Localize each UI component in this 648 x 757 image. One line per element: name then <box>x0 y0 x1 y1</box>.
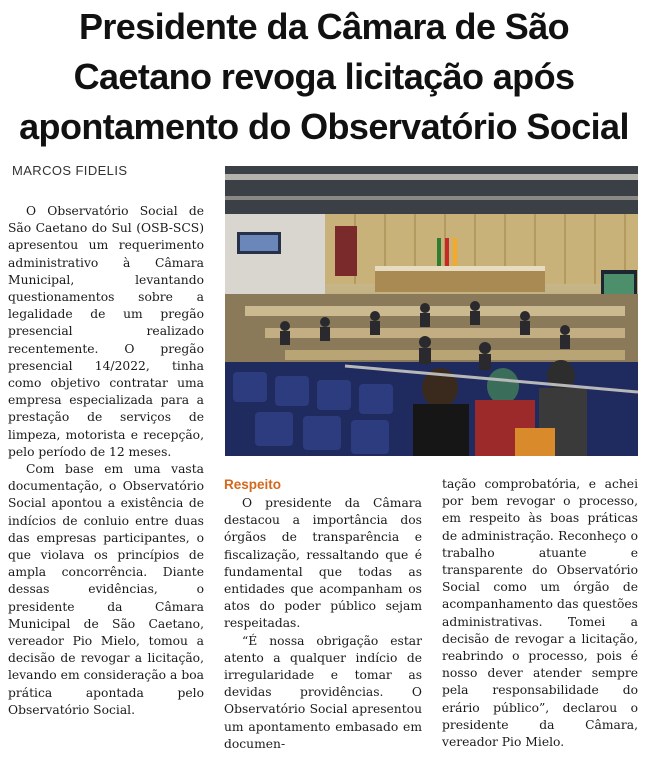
byline: MARCOS FIDELIS <box>12 163 128 178</box>
article-column-3 <box>442 476 638 751</box>
paragraph: tação comprobatória, e achei por bem revogar o processo, em respeito às boas práticas de administração. Reconheço o trabalho atuante e transparente do Observatório Social como um órgão de acompanhamento das questões administrativas. Tomei a decisão de revogar a licitação, reabrindo o processo, pois é nosso dever atender sempre pela responsabilidade do erário público”, declarou o presidente da Câmara, vereador Pio Mielo. <box>442 477 638 750</box>
paragraph: Com base em uma vasta documentação, o Observatório Social apontou a existência de indícios de conluio entre duas das empresas participantes, o que violava os princípios de ampla concorrência. Diante dessas evidências, o presidente da Câmara Municipal de São Caetano, vereador Pio Mielo, tomou a decisão de revogar a licitação, levando em consideração a boa prática apontada pelo Observatório Social. <box>8 462 204 717</box>
subheading: Respeito <box>224 477 282 492</box>
headline-line: apontamento do Observatório Social <box>19 106 629 147</box>
article-column-1 <box>8 203 204 719</box>
article-photo <box>225 166 638 456</box>
headline-line: Caetano revoga licitação após <box>73 56 575 97</box>
paragraph: O presidente da Câmara destacou a importância dos órgãos de transparência e fiscalização, ressaltando que é fundamental que todas as entidades que acompanham os atos do poder público sejam respeitadas. <box>224 496 422 631</box>
headline <box>0 2 648 152</box>
paragraph: O Observatório Social de São Caetano do Sul (OSB-SCS) apresentou um requerimento administrativo à Câmara Municipal, levantando questionamentos sobre a legalidade de um pregão presencial realizado recentemente. O pregão presencial 14/2022, tinha como objetivo contratar uma empresa especializada para a prestação de serviços de limpeza, motorista e recepção, pelo período de 12 meses. <box>8 204 204 459</box>
headline-line: Presidente da Câmara de São <box>78 6 569 47</box>
article-column-2 <box>224 476 422 753</box>
plenary-illustration <box>225 166 638 456</box>
paragraph: “É nossa obrigação estar atento a qualquer indício de irregularidade e tomar as devidas providências. O Observatório Social apresentou um apontamento embasado em documen- <box>224 633 422 751</box>
